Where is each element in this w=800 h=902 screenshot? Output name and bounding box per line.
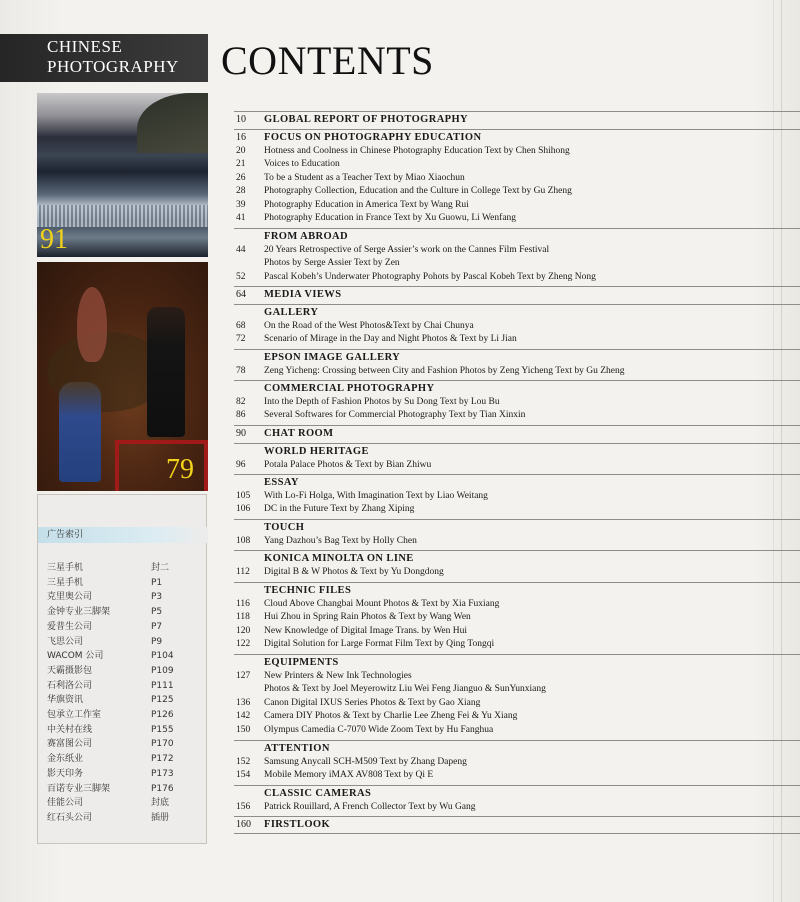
section-title[interactable]: CLASSIC CAMERAS: [264, 788, 372, 799]
section-page-number[interactable]: 16: [236, 132, 246, 143]
photo-page-number: 91: [40, 224, 68, 255]
ad-index-entry: [47, 590, 207, 605]
article-title[interactable]: DC in the Future Text by Zhang Xiping: [264, 504, 415, 514]
article-title[interactable]: Hui Zhou in Spring Rain Photos & Text by Wang Wen: [264, 612, 471, 622]
article-title[interactable]: To be a Student as a Teacher Text by Miao Xiaochun: [264, 172, 465, 183]
section-page-number[interactable]: 64: [236, 289, 246, 300]
ad-index-advertiser: 包承立工作室: [47, 710, 102, 720]
article-title[interactable]: Canon Digital IXUS Series Photos & Text by Gao Xiang: [264, 697, 481, 708]
article-page-number[interactable]: 154: [236, 770, 251, 780]
flower-shape: [77, 287, 107, 362]
article-title[interactable]: Photos & Text by Joel Meyerowitz Liu Wei Feng Jianguo & SunYunxiang: [264, 684, 546, 694]
article-title[interactable]: Yang Dazhou’s Bag Text by Holly Chen: [264, 535, 417, 546]
section-page-number[interactable]: 90: [236, 428, 246, 439]
ad-index-entry: [47, 561, 207, 576]
ad-index-advertiser: 影天印务: [47, 768, 84, 779]
article-page-number[interactable]: 86: [236, 410, 246, 420]
ad-index-advertiser: 天霸摄影包: [47, 665, 93, 676]
section-page-number[interactable]: 160: [236, 819, 251, 830]
article-title[interactable]: Camera DIY Photos & Text by Charlie Lee Zheng Fei & Yu Xiang: [264, 711, 518, 721]
magazine-title-line2: PHOTOGRAPHY: [47, 57, 179, 76]
ad-index-page: P9: [151, 636, 163, 647]
mountain-shape: [137, 93, 208, 153]
section-rule: [234, 349, 800, 350]
ad-index-entry: [47, 679, 207, 694]
article-title[interactable]: Scenario of Mirage in the Day and Night Photos & Text by Li Jian: [264, 334, 517, 344]
article-title[interactable]: Cloud Above Changbai Mount Photos & Text by Xia Fuxiang: [264, 598, 500, 609]
section-title[interactable]: EPSON IMAGE GALLERY: [264, 352, 401, 363]
article-page-number[interactable]: 112: [236, 566, 250, 577]
article-title[interactable]: 20 Years Retrospective of Serge Assier’s work on the Cannes Film Festival: [264, 244, 550, 255]
section-title[interactable]: FIRSTLOOK: [264, 819, 331, 830]
section-title[interactable]: WORLD HERITAGE: [264, 446, 369, 457]
section-rule: [234, 443, 800, 444]
standing-model-shape: [147, 307, 185, 437]
article-page-number[interactable]: 127: [236, 670, 251, 681]
ad-index-entry: [47, 796, 207, 811]
ad-index-advertiser: 金东纸业: [47, 754, 84, 765]
article-page-number[interactable]: 120: [236, 625, 251, 636]
article-page-number[interactable]: 122: [236, 639, 251, 649]
ad-index-page: P173: [151, 768, 174, 779]
section-rule: [234, 425, 800, 426]
ad-index-advertiser: 石利洛公司: [47, 680, 93, 691]
article-title[interactable]: Photos by Serge Assier Text by Zen: [264, 258, 400, 268]
ad-index-page: P176: [151, 783, 174, 794]
article-title[interactable]: Olympus Camedia C-7070 Wide Zoom Text by Hu Fanghua: [264, 724, 494, 735]
section-title[interactable]: GLOBAL REPORT OF PHOTOGRAPHY: [264, 114, 469, 125]
page-title: CONTENTS: [221, 38, 434, 83]
ad-index-box: [37, 494, 207, 844]
ad-index-entry: [47, 635, 207, 650]
ad-index-page: P109: [151, 665, 174, 676]
section-rule: [234, 833, 800, 834]
article-page-number[interactable]: 68: [236, 320, 246, 331]
article-title[interactable]: Several Softwares for Commercial Photography Text by Tian Xinxin: [264, 410, 526, 420]
section-title[interactable]: TECHNIC FILES: [264, 585, 352, 596]
magazine-title: [47, 37, 179, 77]
section-title[interactable]: KONICA MINOLTA ON LINE: [264, 553, 414, 564]
ad-index-entry: [47, 576, 207, 591]
article-title[interactable]: Pascal Kobeh’s Underwater Photography Pohots by Pascal Kobeh Text by Zheng Nong: [264, 271, 596, 282]
ad-index-page: P1: [151, 577, 163, 588]
article-page-number[interactable]: 82: [236, 396, 246, 407]
section-title[interactable]: COMMERCIAL PHOTOGRAPHY: [264, 383, 435, 394]
article-title[interactable]: Potala Palace Photos & Text by Bian Zhiwu: [264, 459, 432, 470]
article-page-number[interactable]: 116: [236, 598, 250, 609]
article-page-number[interactable]: 136: [236, 697, 251, 708]
ad-index-entry: [47, 605, 207, 620]
article-title[interactable]: Photography Education in France Text by Xu Guowu, Li Wenfang: [264, 213, 517, 223]
article-title[interactable]: Mobile Memory iMAX AV808 Text by Qi E: [264, 770, 434, 780]
article-title[interactable]: Hotness and Coolness in Chinese Photography Education Text by Chen Shihong: [264, 145, 570, 156]
ad-index-page: P125: [151, 695, 174, 706]
article-title[interactable]: Samsung Anycall SCH-M509 Text by Zhang Dapeng: [264, 756, 467, 767]
ad-index-page: P5: [151, 607, 163, 618]
ad-index-page: P126: [151, 710, 174, 720]
ad-index-advertiser: 三星手机: [47, 577, 84, 588]
section-rule: [234, 380, 800, 381]
red-chair-shape: [115, 440, 208, 491]
ad-index-advertiser: WACOM 公司: [47, 651, 104, 662]
article-page-number[interactable]: 150: [236, 724, 251, 735]
photo-page-number: 79: [166, 454, 194, 485]
section-rule: [234, 582, 800, 583]
section-rule: [234, 519, 800, 520]
article-page-number[interactable]: 72: [236, 334, 246, 344]
ad-index-advertiser: 中关村在线: [47, 724, 93, 735]
section-title[interactable]: GALLERY: [264, 307, 319, 318]
seated-model-shape: [59, 382, 101, 482]
section-rule: [234, 111, 800, 112]
section-rule: [234, 228, 800, 229]
ad-index-advertiser: 赛富图公司: [47, 739, 93, 750]
ad-index-advertiser: 佳能公司: [47, 798, 84, 809]
section-title[interactable]: CHAT ROOM: [264, 428, 334, 439]
section-rule: [234, 550, 800, 551]
article-title[interactable]: Patrick Rouillard, A French Collector Text by Wu Gang: [264, 801, 476, 812]
article-title[interactable]: Into the Depth of Fashion Photos by Su Dong Text by Lou Bu: [264, 396, 500, 407]
ad-index-advertiser: 百诺专业三脚架: [47, 783, 111, 794]
section-title[interactable]: MEDIA VIEWS: [264, 289, 342, 300]
article-page-number[interactable]: 41: [236, 213, 246, 223]
section-title[interactable]: ATTENTION: [264, 743, 330, 754]
article-title[interactable]: On the Road of the West Photos&Text by Chai Chunya: [264, 320, 474, 331]
ad-index-entry: [47, 693, 207, 708]
article-title[interactable]: With Lo-Fi Holga, With Imagination Text by Liao Weitang: [264, 490, 488, 501]
article-page-number[interactable]: 96: [236, 459, 246, 470]
ad-index-page: P3: [151, 592, 163, 603]
article-page-number[interactable]: 108: [236, 535, 251, 546]
ad-index-page: P155: [151, 724, 174, 735]
article-page-number[interactable]: 106: [236, 504, 251, 514]
ad-index-page: P104: [151, 651, 174, 662]
article-title[interactable]: Digital Solution for Large Format Film Text by Qing Tongqi: [264, 639, 495, 649]
section-page-number[interactable]: 10: [236, 114, 246, 125]
section-rule: [234, 785, 800, 786]
section-rule: [234, 740, 800, 741]
ad-index-entry: [47, 708, 207, 723]
ad-index-advertiser: 飞思公司: [47, 636, 84, 647]
article-page-number[interactable]: 118: [236, 612, 250, 622]
ad-index-advertiser: 爱普生公司: [47, 621, 93, 632]
article-page-number[interactable]: 105: [236, 490, 251, 501]
section-rule: [234, 286, 800, 287]
ad-index-advertiser: 三星手机: [47, 563, 84, 573]
ad-index-advertiser: 红石头公司: [47, 812, 93, 823]
section-rule: [234, 654, 800, 655]
ad-index-page: P172: [151, 754, 174, 765]
section-title[interactable]: FOCUS ON PHOTOGRAPHY EDUCATION: [264, 132, 482, 143]
ad-index-header: 广告索引: [47, 530, 84, 540]
article-title[interactable]: Photography Collection, Education and the Culture in College Text by Gu Zheng: [264, 186, 572, 196]
article-page-number[interactable]: 78: [236, 365, 246, 376]
page-edge-line: [773, 0, 774, 902]
section-title[interactable]: FROM ABROAD: [264, 231, 349, 242]
article-page-number[interactable]: 26: [236, 172, 246, 183]
article-page-number[interactable]: 156: [236, 801, 251, 812]
ad-index-page: P111: [151, 680, 174, 691]
ad-index-advertiser: 金钟专业三脚架: [47, 607, 111, 618]
section-rule: [234, 816, 800, 817]
article-title[interactable]: New Printers & New Ink Technologies: [264, 670, 412, 681]
section-rule: [234, 474, 800, 475]
magazine-title-line1: CHINESE: [47, 37, 123, 56]
article-page-number[interactable]: 20: [236, 145, 246, 156]
ad-index-entry: [47, 767, 207, 782]
ad-index-entry: [47, 782, 207, 797]
ad-index-advertiser: 克里奥公司: [47, 592, 93, 603]
section-rule: [234, 304, 800, 305]
article-title[interactable]: Photography Education in America Text by Wang Rui: [264, 199, 469, 210]
article-page-number[interactable]: 21: [236, 159, 246, 169]
ad-index-page: P7: [151, 621, 163, 632]
section-rule: [234, 129, 800, 130]
article-title[interactable]: New Knowledge of Digital Image Trans. by Wen Hui: [264, 625, 468, 636]
ad-index-entry: [47, 752, 207, 767]
ad-index-page: 封底: [151, 798, 170, 809]
ad-index-page: 插册: [151, 812, 170, 823]
ad-index-entry: [47, 664, 207, 679]
section-title[interactable]: EQUIPMENTS: [264, 657, 339, 668]
article-page-number[interactable]: 39: [236, 199, 246, 210]
article-page-number[interactable]: 142: [236, 711, 251, 721]
ad-index-entry: [47, 811, 207, 826]
article-page-number[interactable]: 28: [236, 186, 246, 196]
section-title[interactable]: TOUCH: [264, 522, 305, 533]
article-title[interactable]: Digital B & W Photos & Text by Yu Dongdong: [264, 566, 444, 577]
article-page-number[interactable]: 44: [236, 244, 246, 255]
ad-index-entry: [47, 620, 207, 635]
ad-index-entry: [47, 649, 207, 664]
article-page-number[interactable]: 152: [236, 756, 251, 767]
section-title[interactable]: ESSAY: [264, 477, 299, 488]
ad-index-page: P170: [151, 739, 174, 750]
article-page-number[interactable]: 52: [236, 271, 246, 282]
ad-index-page: 封二: [151, 563, 170, 573]
page-edge-line: [781, 0, 782, 902]
ad-index-advertiser: 华旗资讯: [47, 695, 84, 706]
article-title[interactable]: Voices to Education: [264, 159, 340, 169]
ad-index-entry: [47, 737, 207, 752]
ad-index-entry: [47, 723, 207, 738]
article-title[interactable]: Zeng Yicheng: Crossing between City and Fashion Photos by Zeng Yicheng Text by Gu Zheng: [264, 365, 625, 376]
